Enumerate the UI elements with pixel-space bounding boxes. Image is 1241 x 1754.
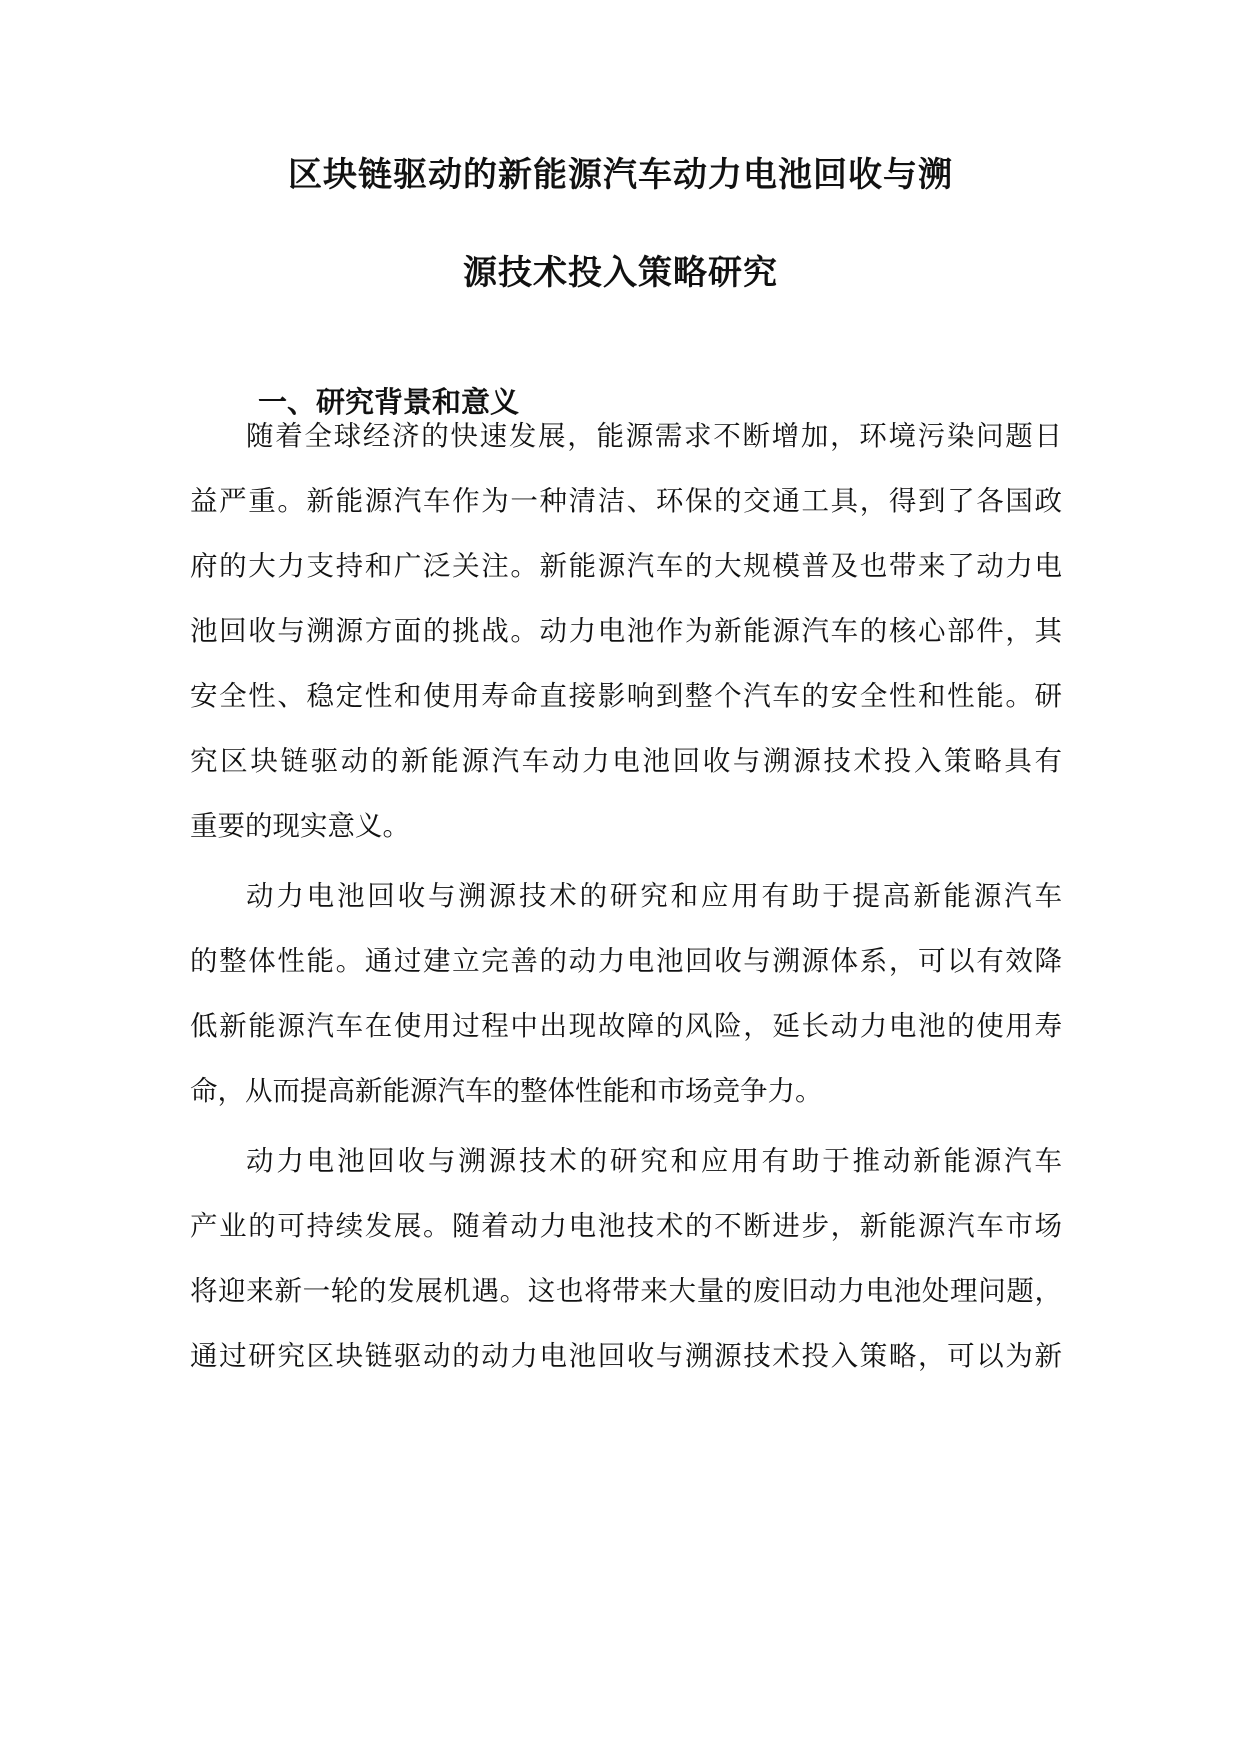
document-title-line-2: 源技术投入策略研究	[463, 253, 778, 293]
paragraph-1-line-7: 重要的现实意义。	[190, 810, 410, 842]
paragraph-3-line-3: 将迎来新一轮的发展机遇。这也将带来大量的废旧动力电池处理问题，	[190, 1275, 1062, 1307]
paragraph-1-line-5: 安全性、稳定性和使用寿命直接影响到整个汽车的安全性和性能。研	[190, 680, 1062, 712]
paragraph-1-line-4: 池回收与溯源方面的挑战。动力电池作为新能源汽车的核心部件，其	[190, 615, 1062, 647]
paragraph-1-line-1: 随着全球经济的快速发展，能源需求不断增加，环境污染问题日	[246, 420, 1062, 452]
document-title-line-1: 区块链驱动的新能源汽车动力电池回收与溯	[288, 155, 953, 195]
paragraph-2-line-4: 命，从而提高新能源汽车的整体性能和市场竞争力。	[190, 1075, 823, 1107]
paragraph-2-line-2: 的整体性能。通过建立完善的动力电池回收与溯源体系，可以有效降	[190, 945, 1062, 977]
section-heading: 一、研究背景和意义	[258, 385, 520, 419]
paragraph-2-line-1: 动力电池回收与溯源技术的研究和应用有助于提高新能源汽车	[246, 880, 1062, 912]
paragraph-3-line-2: 产业的可持续发展。随着动力电池技术的不断进步，新能源汽车市场	[190, 1210, 1062, 1242]
paragraph-3-line-4: 通过研究区块链驱动的动力电池回收与溯源技术投入策略，可以为新	[190, 1340, 1062, 1372]
paragraph-1-line-6: 究区块链驱动的新能源汽车动力电池回收与溯源技术投入策略具有	[190, 745, 1062, 777]
paragraph-1-line-3: 府的大力支持和广泛关注。新能源汽车的大规模普及也带来了动力电	[190, 550, 1062, 582]
paragraph-3-line-1: 动力电池回收与溯源技术的研究和应用有助于推动新能源汽车	[246, 1145, 1062, 1177]
paragraph-1-line-2: 益严重。新能源汽车作为一种清洁、环保的交通工具，得到了各国政	[190, 485, 1062, 517]
paragraph-2-line-3: 低新能源汽车在使用过程中出现故障的风险，延长动力电池的使用寿	[190, 1010, 1062, 1042]
